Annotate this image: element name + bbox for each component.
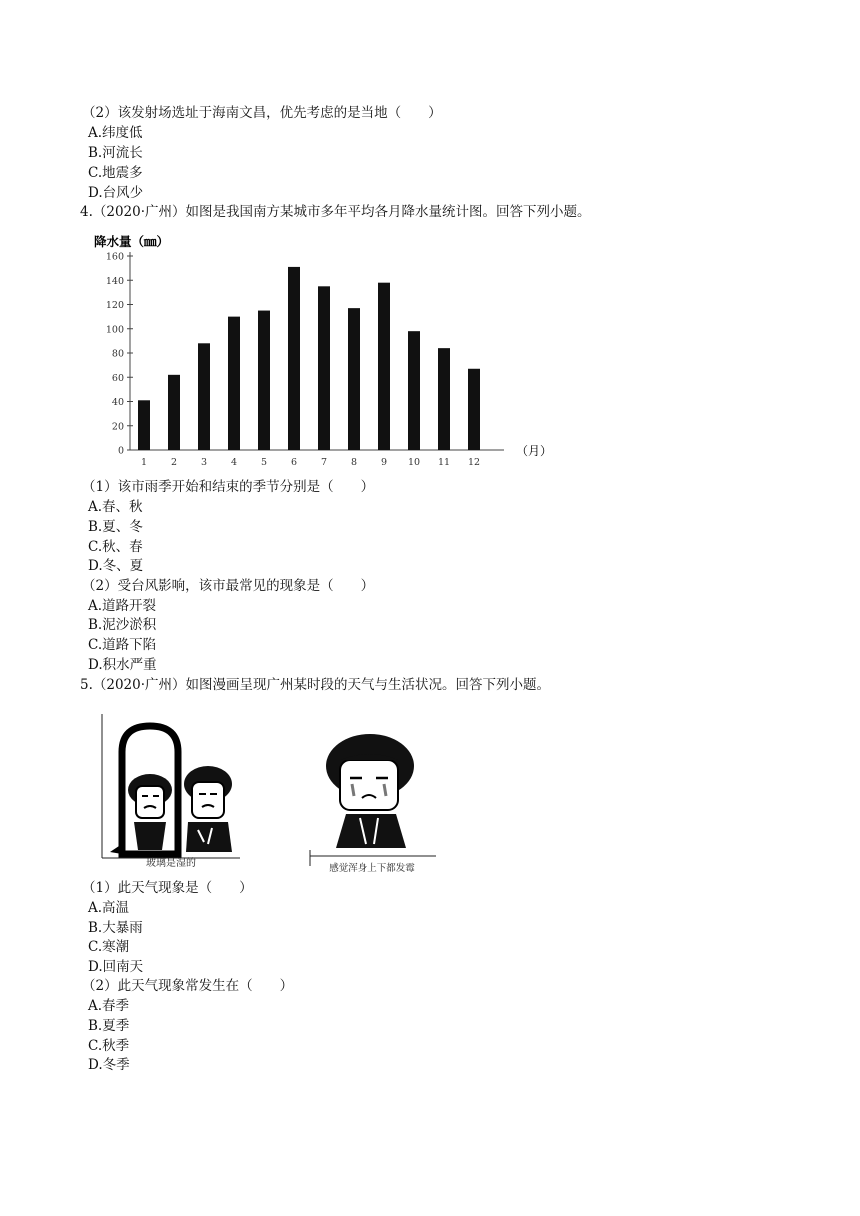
bar-month-7 bbox=[318, 286, 330, 450]
x-tick-label: 5 bbox=[260, 457, 268, 468]
bar-month-1 bbox=[138, 400, 150, 450]
x-tick-label: 3 bbox=[200, 457, 208, 468]
x-tick-label: 7 bbox=[320, 457, 328, 468]
q3-sub2-option-a: A.纬度低 bbox=[88, 125, 143, 141]
y-tick-label: 120 bbox=[105, 300, 124, 311]
bar-month-5 bbox=[258, 311, 270, 450]
x-tick-label: 1 bbox=[140, 457, 148, 468]
x-tick-label: 4 bbox=[230, 457, 238, 468]
comic-left-caption: 玻璃是湿的 bbox=[146, 858, 196, 869]
y-tick-label: 40 bbox=[111, 397, 124, 408]
bar-month-2 bbox=[168, 375, 180, 450]
q4-sub2-option-a: A.道路开裂 bbox=[88, 598, 157, 614]
bar-month-12 bbox=[468, 369, 480, 450]
y-tick-label: 80 bbox=[111, 348, 124, 360]
x-tick-label: 9 bbox=[380, 457, 388, 468]
q3-sub2-option-b: B.河流长 bbox=[88, 145, 143, 161]
q5-sub2-option-d: D.冬季 bbox=[88, 1057, 130, 1073]
q4-sub2-stem: （2）受台风影响，该市最常见的现象是（ ） bbox=[82, 578, 375, 594]
q4-stem: 4.（2020·广州）如图是我国南方某城市多年平均各月降水量统计图。回答下列小题。 bbox=[80, 204, 591, 220]
q5-sub1-option-b: B.大暴雨 bbox=[88, 920, 143, 936]
q4-sub2-option-d: D.积水严重 bbox=[88, 657, 157, 673]
chart-layer bbox=[94, 234, 552, 468]
y-tick-label: 60 bbox=[111, 372, 124, 384]
x-axis-label: （月） bbox=[516, 444, 553, 458]
x-tick-label: 11 bbox=[437, 457, 451, 468]
q5-sub1-option-c: C.寒潮 bbox=[88, 939, 130, 955]
x-tick-label: 12 bbox=[467, 457, 481, 468]
q4-sub1-option-a: A.春、秋 bbox=[88, 499, 143, 515]
comic-right-panel bbox=[306, 726, 440, 876]
y-tick-label: 100 bbox=[105, 324, 124, 336]
y-tick-label: 160 bbox=[105, 251, 124, 263]
q5-sub2-stem: （2）此天气现象常发生在（ ） bbox=[82, 978, 294, 994]
bar-month-6 bbox=[288, 267, 300, 450]
comic-right-illustration bbox=[306, 726, 440, 876]
q3-sub2-option-d: D.台风少 bbox=[88, 185, 144, 201]
y-tick-label: 20 bbox=[111, 421, 124, 433]
x-tick-label: 6 bbox=[290, 457, 298, 468]
q3-sub2-stem: （2）该发射场选址于海南文昌，优先考虑的是当地（ ） bbox=[82, 105, 442, 121]
bar-month-8 bbox=[348, 308, 360, 450]
y-axis-label: 降水量（㎜） bbox=[94, 234, 170, 249]
bar-month-10 bbox=[408, 331, 420, 450]
bar-month-9 bbox=[378, 283, 390, 450]
bar-month-4 bbox=[228, 317, 240, 450]
precipitation-bar-chart bbox=[94, 232, 554, 472]
bar-month-11 bbox=[438, 348, 450, 450]
x-tick-label: 10 bbox=[407, 457, 421, 468]
q4-sub1-option-b: B.夏、冬 bbox=[88, 519, 143, 535]
q5-sub1-option-d: D.回南天 bbox=[88, 959, 144, 975]
q3-sub2-option-c: C.地震多 bbox=[88, 165, 143, 181]
q5-sub2-option-a: A.春季 bbox=[88, 998, 130, 1014]
x-tick-label: 8 bbox=[350, 457, 358, 468]
q4-sub2-option-c: C.道路下陷 bbox=[88, 637, 157, 653]
q4-sub1-option-c: C.秋、春 bbox=[88, 539, 143, 555]
y-tick-label: 140 bbox=[105, 275, 124, 287]
q5-stem: 5.（2020·广州）如图漫画呈现广州某时段的天气与生活状况。回答下列小题。 bbox=[80, 677, 551, 693]
q4-sub1-option-d: D.冬、夏 bbox=[88, 558, 144, 574]
q4-sub2-option-b: B.泥沙淤积 bbox=[88, 617, 157, 633]
q4-sub1-stem: （1）该市雨季开始和结束的季节分别是（ ） bbox=[82, 479, 375, 495]
bar-month-3 bbox=[198, 343, 210, 450]
comic-left-panel bbox=[100, 712, 242, 872]
q5-sub2-option-c: C.秋季 bbox=[88, 1038, 130, 1054]
q5-sub1-stem: （1）此天气现象是（ ） bbox=[82, 880, 253, 896]
x-tick-label: 2 bbox=[170, 457, 178, 468]
y-tick-label: 0 bbox=[117, 445, 124, 457]
comic-right-caption: 感觉浑身上下都发霉 bbox=[329, 863, 415, 874]
q5-sub2-option-b: B.夏季 bbox=[88, 1018, 130, 1034]
q5-sub1-option-a: A.高温 bbox=[88, 900, 130, 916]
comic-left-illustration bbox=[100, 712, 242, 872]
